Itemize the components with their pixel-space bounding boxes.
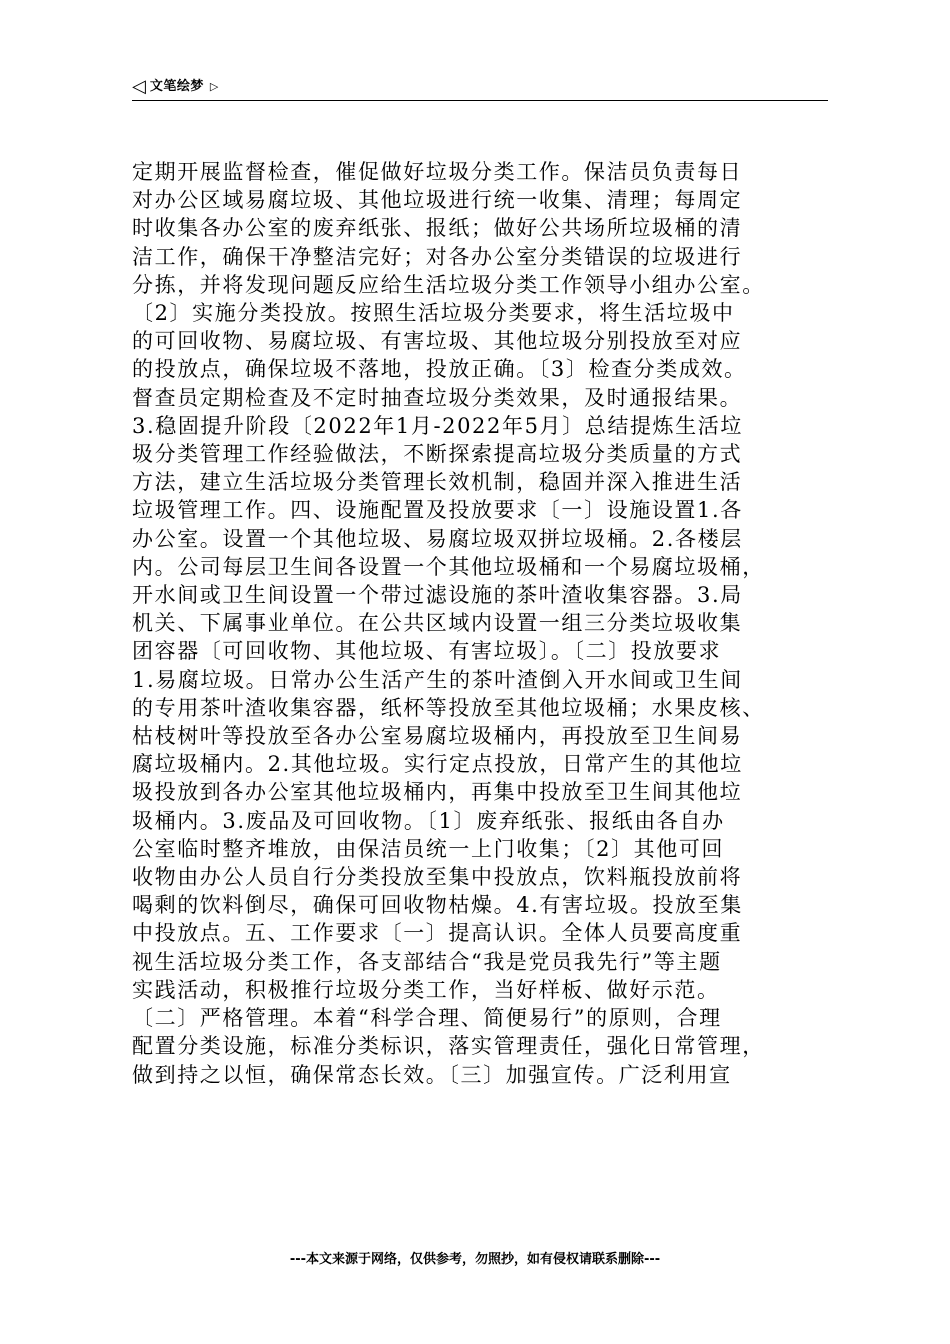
page-footer-disclaimer: ---本文来源于网络，仅供参考，勿照抄，如有侵权请联系删除--- [289,1252,661,1267]
header-brand: 文笔绘梦 [149,79,204,94]
triangle-right-icon: ▷ [209,80,219,93]
document-body-text: 定期开展监督检查，催促做好垃圾分类工作。保洁员负责每日 对办公区域易腐垃圾、其他垃圾进行统一收集、清理；每周定 时收集各办公室的废弃纸张、报纸；做好公共场所垃圾桶的清 洁工作，确保干净整洁完好；对各办公室分类错误的垃圾进行 分拣，并将发现问题反应给生活垃圾分类工作领导小组办公室。 〔2〕实施分类投放。按照生活垃圾分类要求，将生活垃圾中 的可回收物、易腐垃圾、有害垃圾、其他垃圾分别投放至对应 的投放点，确保垃圾不落地，投放正确。〔3〕检查分类成效。 督查员定期检查及不定时抽查垃圾分类效果，及时通报结果。 3.稳固提升阶段〔2022年1月-2022年5月〕总结提炼生活垃 圾分类管理工作经验做法，不断探索提高垃圾分类质量的方式 方法，建立生活垃圾分类管理长效机制，稳固并深入推进生活 垃圾管理工作。四、设施配置及投放要求〔一〕设施设置1.各 办公室。设置一个其他垃圾、易腐垃圾双拼垃圾桶。2.各楼层 内。公司每层卫生间各设置一个其他垃圾桶和一个易腐垃圾桶， 开水间或卫生间设置一个带过滤设施的茶叶渣收集容器。3.局 机关、下属事业单位。在公共区域内设置一组三分类垃圾收集 团容器〔可回收物、其他垃圾、有害垃圾〕。〔二〕投放要求 1.易腐垃圾。日常办公生活产生的茶叶渣倒入开水间或卫生间 的专用茶叶渣收集容器，纸杯等投放至其他垃圾桶；水果皮核、 枯枝树叶等投放至各办公室易腐垃圾桶内，再投放至卫生间易 腐垃圾桶内。2.其他垃圾。实行定点投放，日常产生的其他垃 圾投放到各办公室其他垃圾桶内，再集中投放至卫生间其他垃 圾桶内。3.废品及可回收物。〔1〕废弃纸张、报纸由各自办 公室临时整齐堆放，由保洁员统一上门收集；〔2〕其他可回 收物由办公人员自行分类投放至集中投放点，饮料瓶投放前将 喝剩的饮料倒尽，确保可回收物枯燥。4.有害垃圾。投放至集 中投放点。五、工作要求〔一〕提高认识。全体人员要高度重 视生活垃圾分类工作，各支部结合“我是党员我先行”等主题 实践活动，积极推行垃圾分类工作，当好样板、做好示范。 〔二〕严格管理。本着“科学合理、简便易行”的原则，合理 配置分类设施，标准分类标识，落实管理责任，强化日常管理， 做到持之以恒，确保常态长效。〔三〕加强宣传。广泛利用宣 [132,160,765,1087]
page-header [132,74,828,101]
triangle-left-icon: ◁ [132,76,146,97]
